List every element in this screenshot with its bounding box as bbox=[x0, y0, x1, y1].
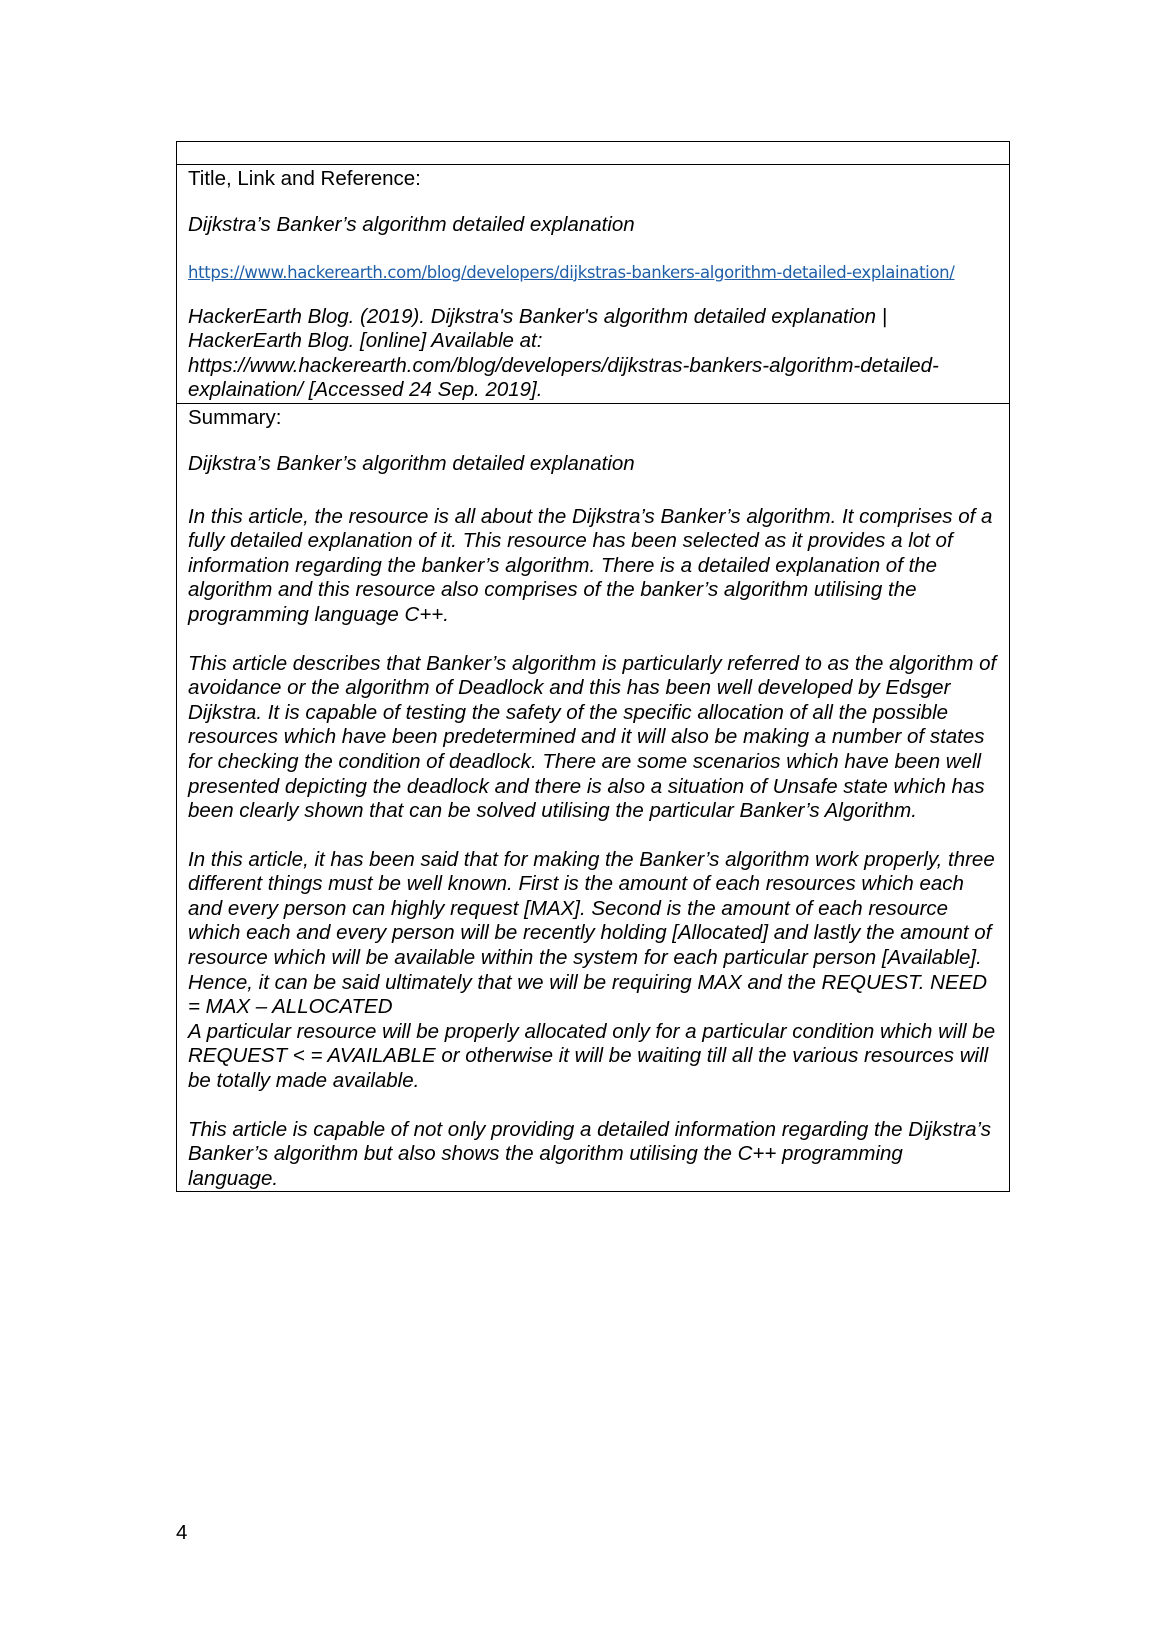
reference-link[interactable]: https://www.hackerearth.com/blog/developers/dijkstras-bankers-algorithm-detailed-explaination/ bbox=[188, 262, 955, 282]
summary-row bbox=[177, 404, 1009, 1192]
summary-paragraph: A particular resource will be properly allocated only for a particular condition which will be REQUEST < = AVAILABLE or otherwise it will be waiting till all the various resources will be totally made available. bbox=[188, 1019, 996, 1093]
reference-link-line bbox=[188, 261, 997, 285]
summary-heading: Summary: bbox=[188, 405, 282, 429]
summary-paragraph: This article describes that Banker’s algorithm is particularly referred to as the algorithm of avoidance or the algorithm of Deadlock and this has been well developed by Edsger Dijkstra. It is capable of testing the safety of the specific allocation of all the possible resources which have been predetermined and it will also be making a number of states for checking the condition of deadlock. There are some scenarios which have been well presented depicting the deadlock and there is also a situation of Unsafe state which has been clearly shown that can be solved utilising the particular Banker’s Algorithm. bbox=[188, 651, 997, 823]
summary-cell bbox=[177, 404, 1009, 1191]
reference-row bbox=[177, 165, 1009, 404]
empty-header-row bbox=[177, 142, 1009, 165]
summary-paragraph: In this article, the resource is all about the Dijkstra’s Banker’s algorithm. It comprises of a fully detailed explanation of it. This resource has been selected as it provides a lot of information regarding the banker’s algorithm. There is a detailed explanation of the algorithm and this resource also comprises of the banker’s algorithm utilising the programming language C++. bbox=[188, 504, 993, 626]
page-number: 4 bbox=[176, 1521, 188, 1544]
reference-cell bbox=[177, 165, 1009, 403]
summary-title: Dijkstra’s Banker’s algorithm detailed explanation bbox=[188, 451, 635, 475]
document-table bbox=[176, 141, 1010, 1192]
summary-paragraph: In this article, it has been said that for making the Banker’s algorithm work properly, three different things must be well known. First is the amount of each resources which each and every person can highly request [MAX]. Second is the amount of each resource which each and every person will be recently holding [Allocated] and lastly the amount of resource which will be available within the system for each particular person [Available]. Hence, it can be said ultimately that we will be requiring MAX and the REQUEST. NEED = MAX – ALLOCATED bbox=[188, 847, 995, 1019]
reference-title: Dijkstra’s Banker’s algorithm detailed explanation bbox=[188, 213, 635, 236]
reference-citation: HackerEarth Blog. (2019). Dijkstra's Banker's algorithm detailed explanation | HackerEarth Blog. [online] Available at: https://www.hackerearth.com/blog/developers/dijkstras-bankers-algorithm-detailed-explaination/ [Accessed 24 Sep. 2019]. bbox=[188, 304, 939, 402]
summary-paragraph: This article is capable of not only providing a detailed information regarding the Dijkstra’s Banker’s algorithm but also shows the algorithm utilising the C++ programming language. bbox=[188, 1117, 991, 1190]
reference-heading: Title, Link and Reference: bbox=[188, 167, 421, 190]
